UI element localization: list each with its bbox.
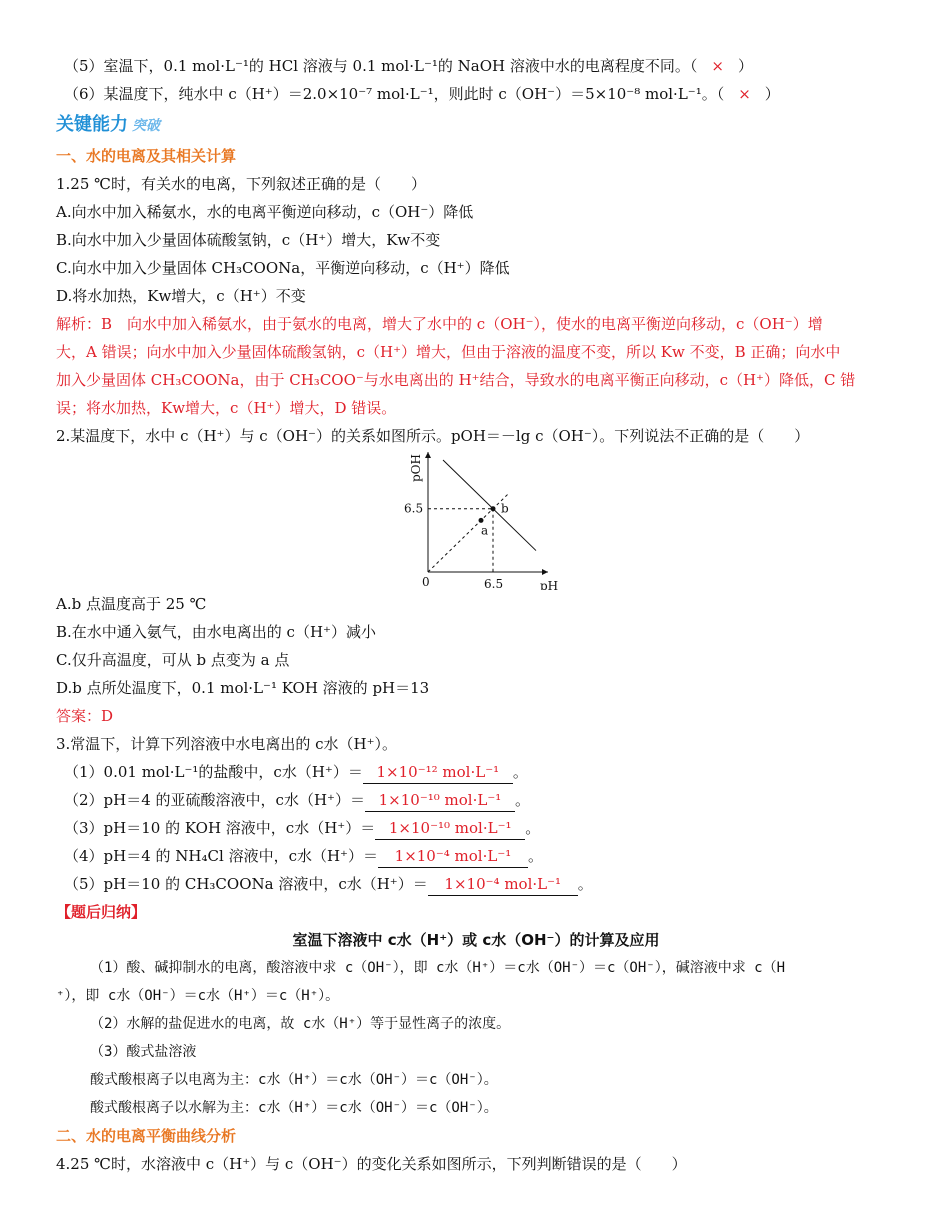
question-1-option-d: D.将水加热，Kw增大，c（H⁺）不变 — [56, 287, 306, 305]
y-axis-label: pOH — [409, 454, 423, 482]
section-banner — [56, 108, 896, 142]
period: 。 — [512, 763, 528, 781]
point-label: a — [481, 523, 489, 538]
question-2-stem: 2.某温度下，水中 c（H⁺）与 c（OH⁻）的关系如图所示。pOH＝－lg c（OH⁻）。下列说法不正确的是（ ） — [56, 427, 810, 445]
x-axis-label: pH — [540, 579, 559, 590]
series-line — [428, 494, 508, 572]
question-3-stem: 3.常温下，计算下列溶液中水电离出的 c水（H⁺）。 — [56, 735, 397, 753]
item-text: （5）pH＝10 的 CH₃COONa 溶液中，c水（H⁺）＝ — [64, 875, 428, 893]
question-1-explanation — [56, 310, 896, 422]
y-tick-label: 6.5 — [404, 501, 424, 516]
paren-close: ） — [737, 57, 753, 75]
explanation-line: 误；将水加热，Kw增大，c（H⁺）增大，D 错误。 — [56, 399, 397, 417]
summary-title: 室温下溶液中 c水（H⁺）或 c水（OH⁻）的计算及应用 — [292, 931, 660, 949]
answer-blank: 1×10⁻¹⁰ mol·L⁻¹ — [375, 817, 525, 840]
section-1-title: 一、水的电离及其相关计算 — [56, 147, 237, 165]
question-3-item — [56, 786, 896, 814]
ph-poh-chart — [56, 450, 896, 590]
question-1-option-b: B.向水中加入少量固体硫酸氢钠，c（H⁺）增大，Kw不变 — [56, 231, 441, 249]
question-4-stem: 4.25 ℃时，水溶液中 c（H⁺）与 c（OH⁻）的变化关系如图所示，下列判断错误的是（ ） — [56, 1155, 687, 1173]
answer-blank: 1×10⁻⁴ mol·L⁻¹ — [428, 873, 578, 896]
answer-blank: 1×10⁻¹² mol·L⁻¹ — [363, 761, 513, 784]
question-2-option-c: C.仅升高温度，可从 b 点变为 a 点 — [56, 651, 290, 669]
point-label: b — [501, 501, 509, 516]
wrong-mark: × — [711, 57, 724, 75]
answer-blank: 1×10⁻⁴ mol·L⁻¹ — [378, 845, 528, 868]
explanation-line: 加入少量固体 CH₃COONa，由于 CH₃COO⁻与水电离出的 H⁺结合，导致水的电离平衡正向移动，c（H⁺）降低，C 错 — [56, 371, 856, 389]
summary-line: （2）水解的盐促进水的电离，故 c水（H⁺）等于显性离子的浓度。 — [90, 1016, 511, 1032]
explanation-line: 大，A 错误；向水中加入少量固体硫酸氢钠，c（H⁺）增大，但由于溶液的温度不变，所以 Kw 不变，B 正确；向水中 — [56, 343, 841, 361]
question-3-item — [56, 842, 896, 870]
question-2-option-b: B.在水中通入氨气，由水电离出的 c（H⁺）减小 — [56, 623, 376, 641]
chart-svg — [56, 450, 896, 590]
summary-line: 酸式酸根离子以电离为主：c水（H⁺）＝c水（OH⁻）＝c（OH⁻）。 — [90, 1072, 498, 1088]
question-6-text: （6）某温度下，纯水中 c（H⁺）＝2.0×10⁻⁷ mol·L⁻¹，则此时 c（OH⁻）＝5×10⁻⁸ mol·L⁻¹。（ — [64, 85, 725, 103]
question-6-line — [56, 80, 896, 108]
summary-line: （3）酸式盐溶液 — [90, 1044, 197, 1060]
paren-close: ） — [764, 85, 780, 103]
y-axis-arrow — [425, 452, 431, 458]
x-tick-label: 6.5 — [484, 577, 504, 590]
question-1-option-c: C.向水中加入少量固体 CH₃COONa，平衡逆向移动，c（H⁺）降低 — [56, 259, 510, 277]
period: 。 — [514, 791, 530, 809]
question-5-line — [56, 52, 896, 80]
question-3-item — [56, 758, 896, 786]
item-text: （4）pH＝4 的 NH₄Cl 溶液中，c水（H⁺）＝ — [64, 847, 378, 865]
explanation-line: 解析：B 向水中加入稀氨水，由于氨水的电离，增大了水中的 c（OH⁻），使水的电离平衡逆向移动，c（OH⁻）增 — [56, 315, 823, 333]
origin-label: 0 — [422, 575, 430, 589]
question-2-answer: 答案：D — [56, 707, 114, 725]
series-line — [443, 460, 536, 551]
point-a — [479, 518, 484, 523]
item-text: （3）pH＝10 的 KOH 溶液中，c水（H⁺）＝ — [64, 819, 376, 837]
item-text: （2）pH＝4 的亚硫酸溶液中，c水（H⁺）＝ — [64, 791, 365, 809]
question-3-item — [56, 870, 896, 898]
summary-line: 酸式酸根离子以水解为主：c水（H⁺）＝c水（OH⁻）＝c（OH⁻）。 — [90, 1100, 498, 1116]
question-5-text: （5）室温下，0.1 mol·L⁻¹的 HCl 溶液与 0.1 mol·L⁻¹的 NaOH 溶液中水的电离程度不同。（ — [64, 57, 698, 75]
summary-tag: 【题后归纳】 — [56, 903, 147, 921]
question-2-option-a: A.b 点温度高于 25 ℃ — [56, 595, 207, 613]
point-b — [491, 506, 496, 511]
question-2-option-d: D.b 点所处温度下，0.1 mol·L⁻¹ KOH 溶液的 pH＝13 — [56, 679, 430, 697]
question-1-option-a: A.向水中加入稀氨水，水的电离平衡逆向移动，c（OH⁻）降低 — [56, 203, 474, 221]
answer-blank: 1×10⁻¹⁰ mol·L⁻¹ — [365, 789, 515, 812]
period: 。 — [577, 875, 593, 893]
question-3-item — [56, 814, 896, 842]
period: 。 — [527, 847, 543, 865]
question-1-stem: 1.25 ℃时，有关水的电离，下列叙述正确的是（ ） — [56, 175, 426, 193]
wrong-mark: × — [738, 85, 751, 103]
section-2-title: 二、水的电离平衡曲线分析 — [56, 1127, 237, 1145]
document-page — [56, 52, 896, 1178]
item-text: （1）0.01 mol·L⁻¹的盐酸中，c水（H⁺）＝ — [64, 763, 363, 781]
x-axis-arrow — [542, 569, 548, 575]
summary-line: ⁺），即 c水（OH⁻）＝c水（H⁺）＝c（H⁺）。 — [56, 988, 340, 1004]
summary-line: （1）酸、碱抑制水的电离，酸溶液中求 c（OH⁻），即 c水（H⁺）＝c水（OH⁻）＝c（OH⁻），碱溶液中求 c（H — [90, 960, 786, 976]
banner-title: 关键能力 — [56, 114, 128, 135]
period: 。 — [525, 819, 541, 837]
banner-subtitle: 突破 — [132, 118, 160, 134]
